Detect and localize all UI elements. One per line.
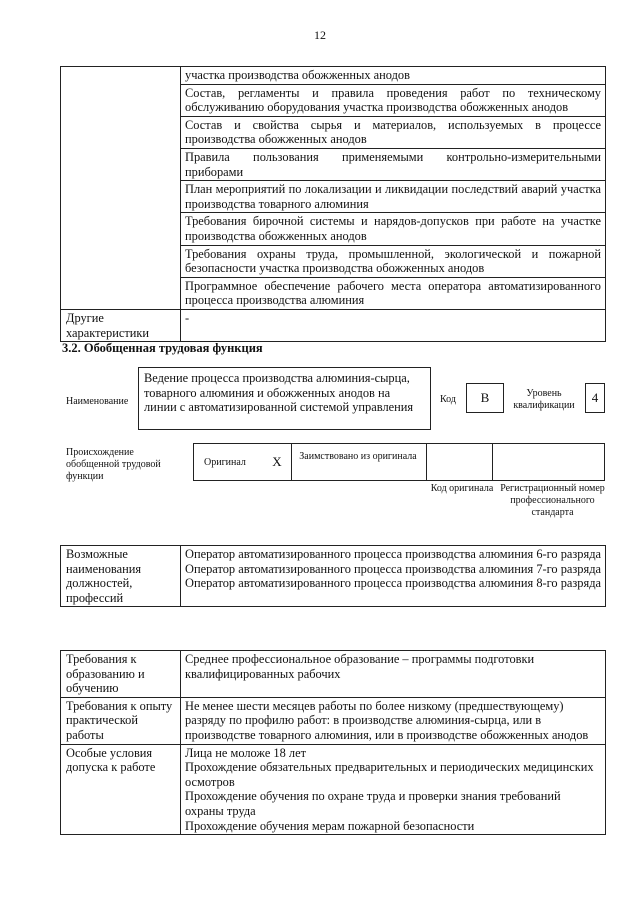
borrowed-label: Заимствовано из оригинала — [299, 451, 417, 462]
experience-label: Требования к опыту практической работы — [61, 697, 181, 744]
knowledge-item: План мероприятий по локализации и ликвидации последствий аварий участка производства товарного алюминия — [181, 181, 606, 213]
admission-item: Прохождение обучения по охране труда и проверки знания требований охраны труда — [185, 789, 561, 818]
knowledge-item: Состав, регламенты и правила проведения работ по техническому обслуживанию оборудования участка производства обожженных анодов — [181, 84, 606, 116]
other-characteristics-label: Другие характеристики — [61, 309, 181, 341]
code-original-caption: Код оригинала — [430, 483, 494, 494]
section-title: 3.2. Обобщенная трудовая функция — [62, 341, 263, 355]
knowledge-item: Правила пользования применяемыми контрольно-измерительными приборами — [181, 148, 606, 180]
name-label: Наименование — [66, 396, 129, 407]
divider — [492, 443, 493, 481]
reg-number-caption: Регистрационный номер профессионального стандарта — [500, 483, 605, 518]
code-value-box: B — [466, 383, 504, 413]
job-title: Оператор автоматизированного процесса производства алюминия 8-го разряда — [185, 576, 602, 591]
knowledge-item: Требования бирочной системы и нарядов-допусков при работе на участке производства обожженных анодов — [181, 213, 606, 245]
admission-item: Прохождение обучения мерам пожарной безопасности — [185, 818, 475, 833]
origin-row — [193, 443, 605, 481]
level-value-box: 4 — [585, 383, 605, 413]
divider — [426, 443, 427, 481]
job-title: Оператор автоматизированного процесса производства алюминия 6-го разряда — [185, 547, 602, 561]
knowledge-item: участка производства обожженных анодов — [181, 67, 606, 85]
knowledge-table — [60, 66, 606, 342]
knowledge-item: Требования охраны труда, промышленной, экологической и пожарной безопасности участка производства обожженных анодов — [181, 245, 606, 277]
knowledge-left-cell — [61, 67, 181, 310]
knowledge-item: Состав и свойства сырья и материалов, используемых в процессе производства обожженных анодов — [181, 116, 606, 148]
code-label: Код — [440, 394, 456, 405]
origin-label: Происхождение обобщенной трудовой функции — [66, 447, 161, 482]
admission-item: Прохождение обязательных предварительных и периодических медицинских осмотров — [185, 760, 594, 789]
function-name-box: Ведение процесса производства алюминия-сырца, товарного алюминия и обожженных анодов на линии с автоматизированной системой управления — [138, 367, 431, 430]
admission-item: Лица не моложе 18 лет — [185, 745, 307, 760]
level-label: Уровень квалификации — [513, 388, 575, 411]
knowledge-item: Программное обеспечение рабочего места оператора автоматизированного процесса производства алюминия — [181, 277, 606, 309]
education-label: Требования к образованию и обучению — [61, 651, 181, 698]
experience-value: Не менее шести месяцев работы по более низкому (предшествующему) разряду по профилю работ: в производстве алюминия-сырца, или в производстве товарного алюминия, или в производстве обожженных анодов — [181, 697, 606, 744]
admission-values — [181, 744, 606, 835]
original-mark: X — [272, 454, 282, 469]
original-label: Оригинал — [204, 457, 246, 468]
divider — [291, 443, 292, 481]
jobs-label: Возможные наименования должностей, профессий — [61, 546, 181, 607]
requirements-table — [60, 650, 606, 835]
page-number: 12 — [314, 28, 326, 42]
job-title: Оператор автоматизированного процесса производства алюминия 7-го разряда — [185, 561, 602, 576]
jobs-table — [60, 545, 606, 607]
education-value: Среднее профессиональное образование – программы подготовки квалифицированных рабочих — [181, 651, 606, 698]
jobs-values — [181, 546, 606, 607]
admission-label: Особые условия допуска к работе — [61, 744, 181, 835]
other-characteristics-value: - — [181, 309, 606, 341]
